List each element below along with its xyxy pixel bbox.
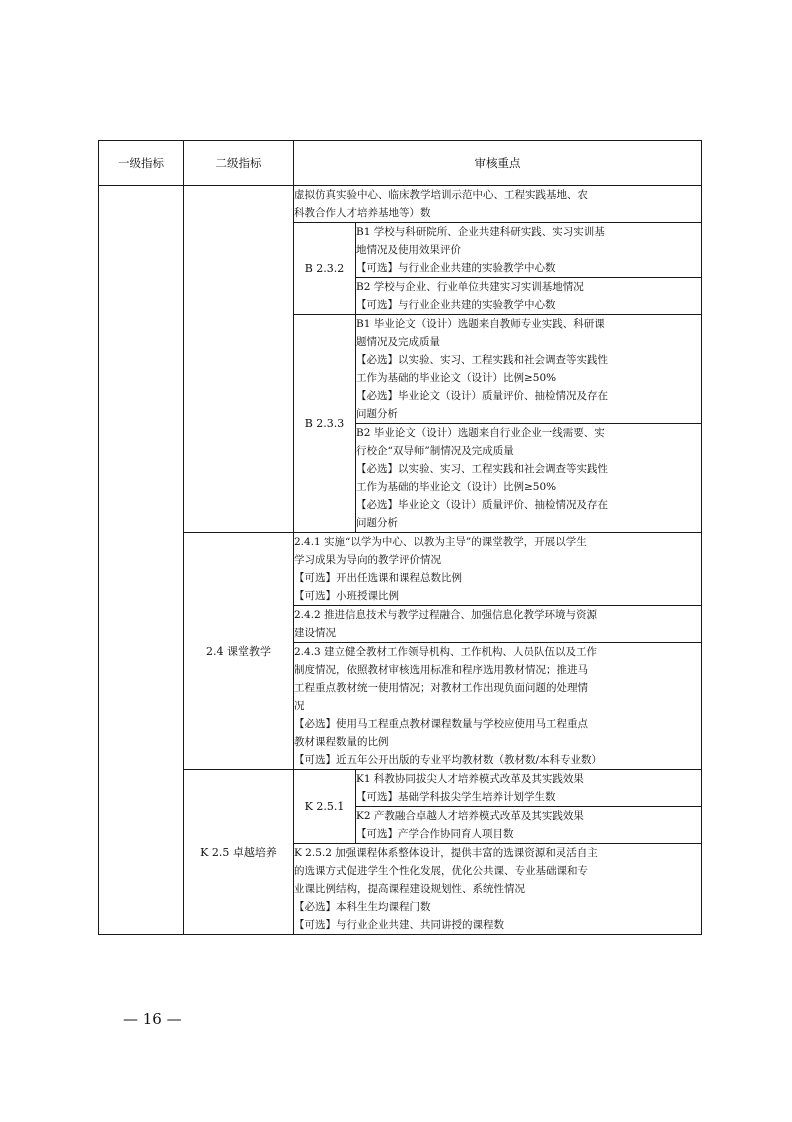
k251-item-k2: K2 产教融合卓越人才培养模式改革及其实践效果 【可选】产学合作协同育人项目数 — [356, 807, 702, 844]
b233-item-b2: B2 毕业论文（设计）选题来自行业企业一线需要、实 行校企“双导师”制情况及完成质量 【必选】以实验、实习、工程实践和社会调查等实践性 工作为基础的毕业论文（设计）比例≥50% 【必选】毕业论文（设计）质量评价、抽检情况及存在 问题分析 — [356, 424, 702, 533]
k251-item-k1: K1 科教协同拔尖人才培养模式改革及其实践效果 【可选】基础学科拔尖学生培养计划学生数 — [356, 770, 702, 807]
code-b233: B 2.3.3 — [294, 315, 356, 533]
level2-cell-empty — [184, 186, 294, 533]
b232-item-b1: B1 学校与科研院所、企业共建科研实践、实习实训基 地情况及使用效果评价 【可选】与行业企业共建的实验教学中心数 — [356, 223, 702, 278]
level1-cell-empty — [99, 186, 184, 935]
level2-classroom-teaching: 2.4 课堂教学 — [184, 533, 294, 770]
header-level2: 二级指标 — [184, 141, 294, 186]
k252-item: K 2.5.2 加强课程体系整体设计，提供丰富的选课资源和灵活自主 的选课方式促进学生个性化发展，优化公共课、专业基础课和专 业课比例结构，提高课程建设规划性、系统性情况 【必选】本科生生均课程门数 【可选】与行业企业共建、共同讲授的课程数 — [294, 844, 702, 935]
code-b232: B 2.3.2 — [294, 223, 356, 315]
s24-item-242: 2.4.2 推进信息技术与教学过程融合、加强信息化教学环境与资源 建设情况 — [294, 606, 702, 643]
intro-row — [99, 186, 702, 223]
header-row — [99, 141, 702, 186]
review-table — [98, 140, 702, 935]
intro-text: 虚拟仿真实验中心、临床教学培训示范中心、工程实践基地、农 科教合作人才培养基地等）数 — [294, 186, 702, 223]
header-level1: 一级指标 — [99, 141, 184, 186]
s24-item-243: 2.4.3 建立健全教材工作领导机构、工作机构、人员队伍以及工作 制度情况，依照教材审核选用标准和程序选用教材情况；推进马 工程重点教材统一使用情况；对教材工作出现负面问题的处理情 况 【必选】使用马工程重点教材课程数量与学校应使用马工程重点 教材课程数量的比例 【可选】近五年公开出版的专业平均教材数（教材数/本科专业数） — [294, 643, 702, 770]
s24-item-241: 2.4.1 实施“以学为中心、以教为主导”的课堂教学，开展以学生 学习成果为导向的教学评价情况 【可选】开出任选课和课程总数比例 【可选】小班授课比例 — [294, 533, 702, 606]
b233-item-b1: B1 毕业论文（设计）选题来自教师专业实践、科研课 题情况及完成质量 【必选】以实验、实习、工程实践和社会调查等实践性 工作为基础的毕业论文（设计）比例≥50% 【必选】毕业论文（设计）质量评价、抽检情况及存在 问题分析 — [356, 315, 702, 424]
b232-item-b2: B2 学校与企业、行业单位共建实习实训基地情况 【可选】与行业企业共建的实验教学中心数 — [356, 278, 702, 315]
page-number: — 16 — — [123, 1010, 182, 1028]
level2-excellence-training: K 2.5 卓越培养 — [184, 770, 294, 935]
header-review-focus: 审核重点 — [294, 141, 702, 186]
s24-row-1 — [99, 533, 702, 606]
code-k251: K 2.5.1 — [294, 770, 356, 844]
k25-row-1 — [99, 770, 702, 807]
